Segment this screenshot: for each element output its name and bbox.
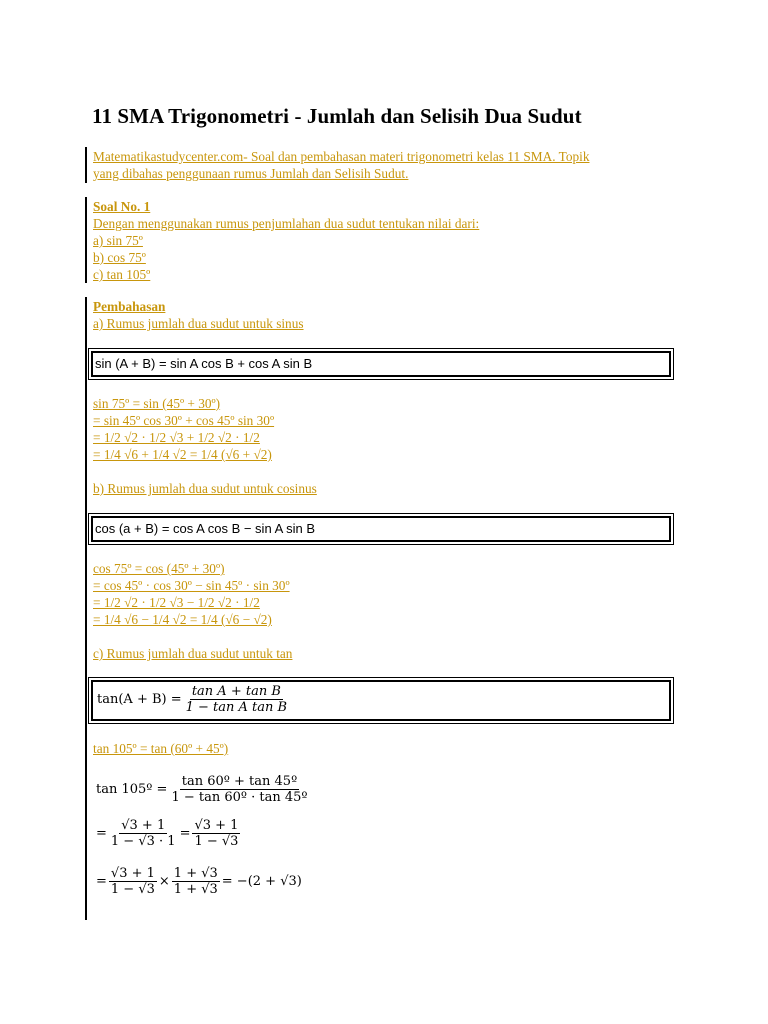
formula-tan-fraction xyxy=(184,684,289,715)
part-a-label: a) Rumus jumlah dua sudut untuk sinus xyxy=(93,316,304,331)
page-title: 11 SMA Trigonometri - Jumlah dan Selisih Dua Sudut xyxy=(92,104,582,128)
tan105-row3-eq: = xyxy=(96,874,107,889)
part-c-label-wrap xyxy=(93,645,292,662)
part-a-step-3: = 1/2 √2 · 1/2 √3 + 1/2 √2 · 1/2 xyxy=(93,430,260,445)
formula-cos-text: cos (a + B) = cos A cos B − sin A sin B xyxy=(95,521,316,536)
soal-item-c: c) tan 105º xyxy=(93,267,151,282)
tan105-fraction-1 xyxy=(169,774,309,805)
soal-item-a: a) sin 75º xyxy=(93,233,143,248)
tan105-num-3a: √3 + 1 xyxy=(110,866,155,881)
tan105-den-3a: 1 − √3 xyxy=(110,882,155,897)
tan105-fraction-2b xyxy=(192,818,240,849)
tan105-den-2a: 1 − √3 · 1 xyxy=(110,834,176,849)
formula-box-tan xyxy=(88,677,674,724)
intro-line-1: Matematikastudycenter.com- Soal dan pembahasan materi trigonometri kelas 11 SMA. Topik xyxy=(93,149,590,164)
formula-tan-numerator: tan A + tan B xyxy=(191,684,281,699)
part-a-step-4: = 1/4 √6 + 1/4 √2 = 1/4 (√6 + √2) xyxy=(93,447,272,462)
formula-tan-lhs: tan(A + B) = xyxy=(97,692,182,707)
formula-box-cos xyxy=(88,513,674,545)
margin-bar-pembahasan xyxy=(85,297,87,920)
tan105-fraction-3a xyxy=(109,866,157,897)
intro-paragraph xyxy=(93,148,589,182)
intro-line-2: yang dibahas penggunaan rumus Jumlah dan Selisih Sudut. xyxy=(93,166,409,181)
tan105-num-1: tan 60º + tan 45º xyxy=(181,774,298,789)
pembahasan-heading: Pembahasan xyxy=(93,299,166,314)
part-b-step-1: cos 75º = cos (45º + 30º) xyxy=(93,561,225,576)
part-b-step-2: = cos 45º · cos 30º − sin 45º · sin 30º xyxy=(93,578,290,593)
soal-prompt: Dengan menggunakan rumus penjumlahan dua sudut tentukan nilai dari: xyxy=(93,216,480,231)
part-b-step-3: = 1/2 √2 · 1/2 √3 − 1/2 √2 · 1/2 xyxy=(93,595,260,610)
formula-tan xyxy=(97,684,291,715)
tan105-row-3 xyxy=(96,866,302,897)
soal-heading: Soal No. 1 xyxy=(93,199,151,214)
formula-box-sin xyxy=(88,348,674,380)
part-a-steps xyxy=(93,395,274,463)
part-a-step-1: sin 75º = sin (45º + 30º) xyxy=(93,396,221,411)
formula-tan-denominator: 1 − tan A tan B xyxy=(185,700,288,715)
part-c-step-wrap xyxy=(93,740,228,757)
pembahasan-header xyxy=(93,298,304,332)
formula-sin-text: sin (A + B) = sin A cos B + cos A sin B xyxy=(95,356,313,371)
tan105-den-2b: 1 − √3 xyxy=(194,834,239,849)
tan105-row-1 xyxy=(96,774,312,805)
tan105-num-2b: √3 + 1 xyxy=(194,818,239,833)
tan105-num-2a: √3 + 1 xyxy=(121,818,166,833)
tan105-row2-eq: = xyxy=(96,826,107,841)
part-b-steps xyxy=(93,560,290,628)
tan105-den-1: 1 − tan 60º · tan 45º xyxy=(171,790,308,805)
soal-item-b: b) cos 75º xyxy=(93,250,146,265)
soal-section xyxy=(93,198,479,283)
tan105-result: = −(2 + √3) xyxy=(221,874,302,889)
tan105-times: × xyxy=(158,874,170,889)
part-b-step-4: = 1/4 √6 − 1/4 √2 = 1/4 (√6 − √2) xyxy=(93,612,272,627)
margin-bar-soal xyxy=(85,197,87,283)
tan105-num-3b: 1 + √3 xyxy=(173,866,218,881)
tan105-fraction-3b xyxy=(172,866,220,897)
part-a-step-2: = sin 45º cos 30º + cos 45º sin 30º xyxy=(93,413,275,428)
part-c-label: c) Rumus jumlah dua sudut untuk tan xyxy=(93,646,293,661)
part-b-label-wrap xyxy=(93,480,317,497)
tan105-row-2 xyxy=(96,818,242,849)
tan105-den-3b: 1 + √3 xyxy=(173,882,218,897)
tan105-row2-eq2: = xyxy=(179,826,191,841)
part-c-step-1: tan 105º = tan (60º + 45º) xyxy=(93,741,229,756)
tan105-lhs: tan 105º = xyxy=(96,782,168,797)
part-b-label: b) Rumus jumlah dua sudut untuk cosinus xyxy=(93,481,317,496)
tan105-fraction-2a xyxy=(109,818,178,849)
margin-bar-intro xyxy=(85,147,87,183)
